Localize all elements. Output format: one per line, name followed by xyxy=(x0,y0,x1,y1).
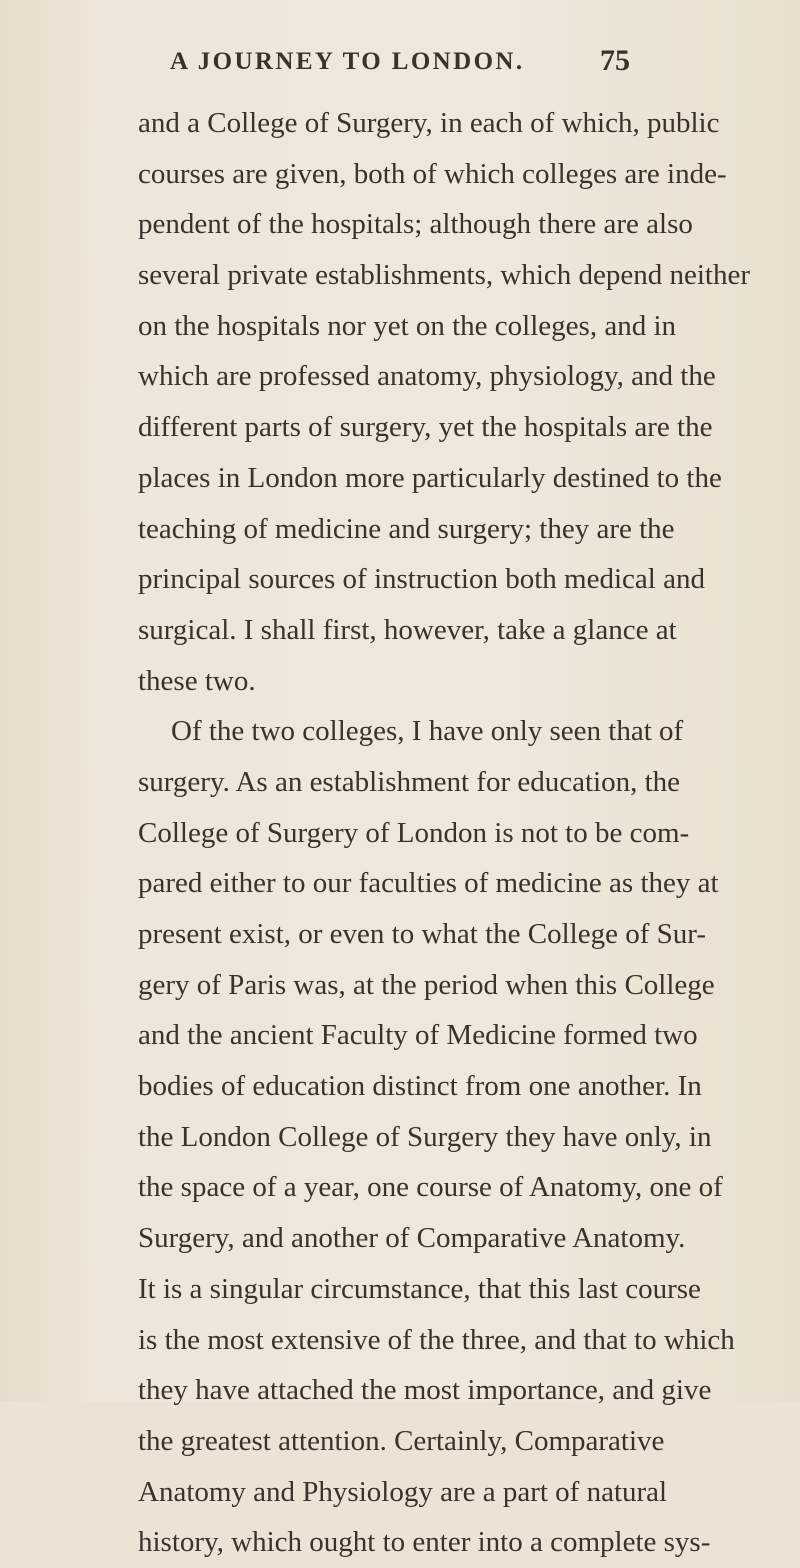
text-line: bodies of education distinct from one another. In xyxy=(138,1070,702,1103)
text-line: pendent of the hospitals; although there are also xyxy=(138,208,693,241)
page-number: 75 xyxy=(600,44,630,77)
text-line: surgical. I shall first, however, take a glance at xyxy=(138,613,677,646)
text-line: places in London more particularly destined to the xyxy=(138,461,722,494)
text-line: Of the two colleges, I have only seen that of xyxy=(171,715,684,748)
text-line: and a College of Surgery, in each of which, public xyxy=(138,107,720,139)
text-line: gery of Paris was, at the period when this College xyxy=(138,968,715,1001)
body-text xyxy=(138,98,751,1568)
text-line: the greatest attention. Certainly, Comparative xyxy=(138,1424,665,1457)
text-line: which are professed anatomy, physiology, and the xyxy=(138,360,716,393)
text-line: pared either to our faculties of medicine as they at xyxy=(138,867,719,900)
text-line: is the most extensive of the three, and that to which xyxy=(138,1323,735,1356)
text-line: present exist, or even to what the College of Sur- xyxy=(138,918,706,950)
text-line: surgery. As an establishment for education, the xyxy=(138,765,681,798)
text-line: teaching of medicine and surgery; they are the xyxy=(138,512,675,545)
text-line: It is a singular circumstance, that this last course xyxy=(138,1272,701,1305)
text-line: on the hospitals nor yet on the colleges, and in xyxy=(138,309,677,342)
text-line: different parts of surgery, yet the hospitals are the xyxy=(138,411,713,444)
text-line: the space of a year, one course of Anatomy, one of xyxy=(138,1171,723,1204)
text-line: Anatomy and Physiology are a part of natural xyxy=(138,1475,668,1508)
text-line: and the ancient Faculty of Medicine formed two xyxy=(138,1019,698,1052)
text-line: College of Surgery of London is not to be com- xyxy=(138,816,690,849)
text-line: several private establishments, which depend neither xyxy=(138,259,751,292)
text-line: they have attached the most importance, and give xyxy=(138,1374,712,1407)
page-header xyxy=(170,42,630,82)
text-line: history, which ought to enter into a complete sys- xyxy=(138,1526,711,1559)
running-title: A JOURNEY TO LONDON. xyxy=(170,48,525,75)
text-line: these two. xyxy=(138,664,256,697)
text-line: principal sources of instruction both medical and xyxy=(138,563,705,596)
text-line: courses are given, both of which colleges are inde- xyxy=(138,157,727,190)
text-line: Surgery, and another of Comparative Anatomy. xyxy=(138,1222,686,1255)
text-line: the London College of Surgery they have only, in xyxy=(138,1120,712,1153)
